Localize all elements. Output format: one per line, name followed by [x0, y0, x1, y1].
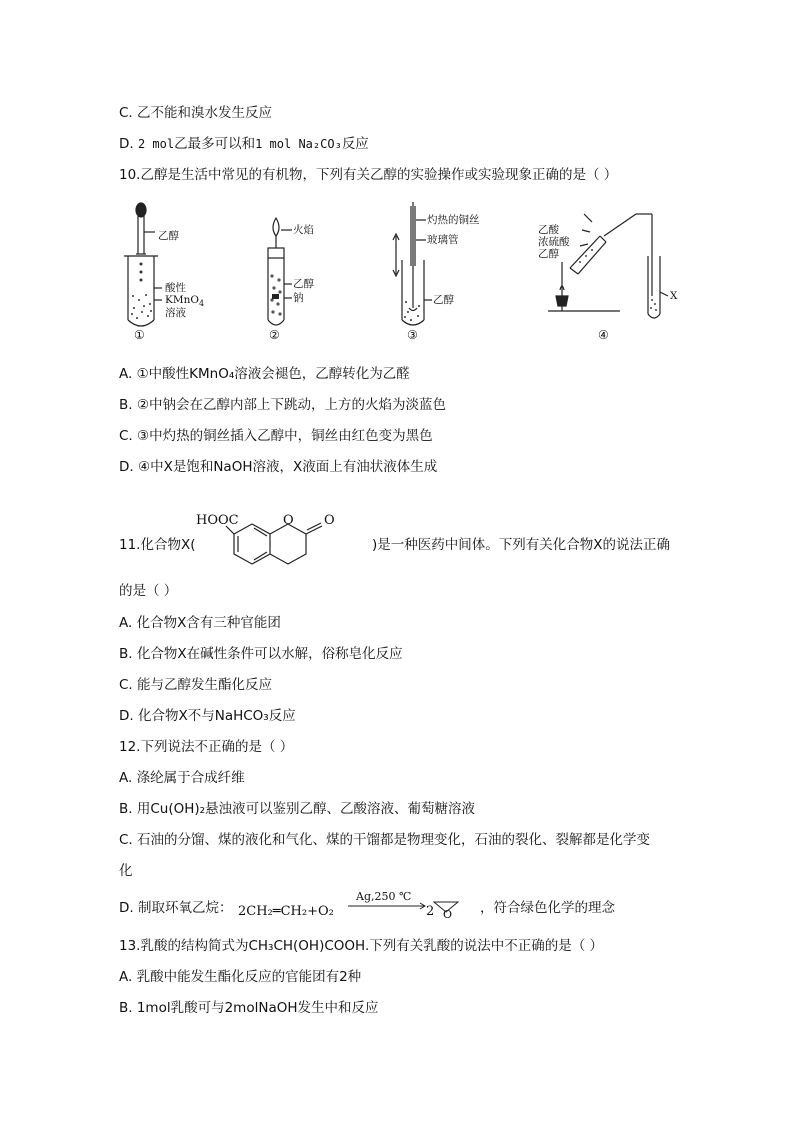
q10-stem: 10.乙醇是生活中常见的有机物，下列有关乙醇的实验操作或实验现象正确的是（ ）: [119, 167, 618, 183]
q13-option-a: A. 乳酸中能发生酯化反应的官能团有2种: [119, 969, 362, 985]
equation-condition: Ag,250 ℃: [356, 890, 412, 903]
q11-option-c: C. 能与乙醇发生酯化反应: [119, 677, 273, 693]
fig4-label-sulfuric-acid: 浓硫酸: [538, 236, 570, 248]
fig1-label-acidic: 酸性: [165, 282, 186, 294]
q12-option-c-line2: 化: [119, 863, 133, 879]
reaction-arrow: [238, 888, 478, 924]
q13-option-b: B. 1mol乳酸可与2molNaOH发生中和反应: [119, 1000, 379, 1016]
q11-option-a: A. 化合物X含有三种官能团: [119, 615, 281, 631]
q10-option-d: D. ④中X是饱和NaOH溶液，X液面上有油状液体生成: [119, 459, 438, 475]
q10-option-b: B. ②中钠会在乙醇内部上下跳动，上方的火焰为淡蓝色: [119, 397, 446, 413]
epoxide-o: O: [443, 908, 453, 921]
fig2-label-ethanol: 乙醇: [293, 278, 314, 290]
fig1-number: ①: [134, 328, 145, 342]
q12-option-a: A. 涤纶属于合成纤维: [119, 770, 245, 786]
q11-stem-line2: 的是（ ）: [119, 583, 178, 599]
q9-option-d-amount: 2 mol: [137, 137, 175, 151]
q11-stem-prefix: 11.化合物X(: [119, 537, 196, 553]
q9-option-d: [119, 135, 369, 153]
fig3-label-copper-wire: 灼热的铜丝: [427, 214, 480, 226]
structure-ring-o: O: [283, 513, 294, 528]
q12-option-c-line1: C. 石油的分馏、煤的液化和气化、煤的干馏都是物理变化，石油的裂化、裂解都是化学变: [119, 832, 651, 848]
fig4-number: ④: [598, 328, 609, 342]
q10-option-c: C. ③中灼热的铜丝插入乙醇中，铜丝由红色变为黑色: [119, 428, 433, 444]
fig1-label-ethanol: 乙醇: [158, 230, 179, 242]
fig1-label-kmno-sub: 4: [198, 299, 205, 309]
q11-stem-suffix: )是一种医药中间体。下列有关化合物X的说法正确: [372, 537, 671, 553]
equation-reactants: 2CH₂═CH₂+O₂: [238, 904, 334, 919]
q11-option-d: D. 化合物X不与NaHCO₃反应: [119, 708, 296, 724]
q12-option-b: B. 用Cu(OH)₂悬浊液可以鉴别乙醇、乙酸溶液、葡萄糖溶液: [119, 801, 476, 817]
fig1-label-kmno-text: KMnO: [165, 294, 199, 306]
fig4-label-ethanol: 乙醇: [538, 248, 559, 260]
fig3-label-ethanol: 乙醇: [433, 294, 454, 306]
q11-structure: [192, 508, 377, 583]
fig1-label-solution: 溶液: [165, 307, 186, 319]
equation-product-coef: 2: [426, 904, 435, 919]
fig2-number: ②: [269, 328, 280, 342]
fig4-label-x: X: [670, 290, 678, 302]
fig3-label-glass-tube: 玻璃管: [427, 234, 459, 246]
fig2-label-flame: 火焰: [293, 224, 314, 236]
q12-equation: [238, 888, 478, 924]
q10-figures: [0, 196, 794, 346]
structure-hooc: HOOC: [196, 513, 239, 528]
q11-option-b: B. 化合物X在碱性条件可以水解，俗称皂化反应: [119, 646, 403, 662]
q9-option-d-suffix: 反应: [341, 136, 369, 152]
q13-stem: 13.乳酸的结构简式为CH₃CH(OH)COOH.下列有关乳酸的说法中不正确的是（ ）: [119, 938, 604, 954]
fig2-label-sodium: 钠: [293, 292, 304, 304]
q9-option-d-prefix: D.: [119, 136, 138, 152]
q9-option-d-amount2: 1 mol Na₂CO₃: [255, 137, 342, 151]
q12-option-d-prefix: D. 制取环氧乙烷：: [119, 900, 233, 916]
q12-stem: 12.下列说法不正确的是（ ）: [119, 739, 294, 755]
fig4-label-acetic-acid: 乙酸: [538, 224, 559, 236]
q9-option-d-mid: 乙最多可以和: [174, 136, 256, 152]
structure-carbonyl-o: O: [324, 513, 335, 528]
fig3-number: ③: [407, 328, 418, 342]
q10-option-a: A. ①中酸性KMnO₄溶液会褪色，乙醇转化为乙醛: [119, 366, 410, 382]
q12-option-d-suffix: ，符合绿色化学的理念: [480, 900, 615, 916]
q10-apparatus-diagram: [0, 196, 794, 346]
q9-option-c: C. 乙不能和溴水发生反应: [119, 105, 273, 121]
